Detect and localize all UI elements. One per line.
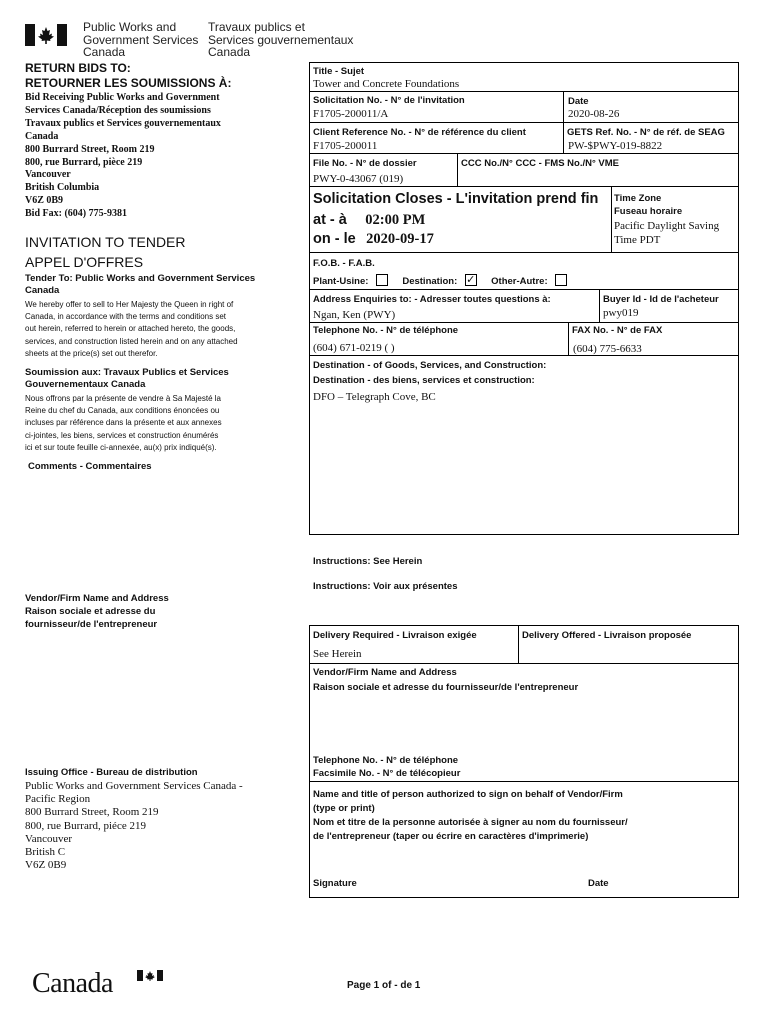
on-label: on - le bbox=[313, 231, 356, 247]
text-line: Public Works and Government Services Canada - bbox=[25, 780, 243, 792]
offer-text-fr bbox=[25, 393, 222, 454]
dept-en-line: Public Works and bbox=[83, 20, 177, 34]
dept-en-line: Canada bbox=[83, 45, 126, 59]
closing-time-value: 02:00 PM bbox=[365, 212, 426, 228]
closing-date bbox=[313, 230, 434, 248]
vendor-label-line: Raison sociale et adresse du bbox=[25, 606, 156, 617]
canada-wordmark bbox=[32, 968, 113, 1000]
department-name-fr bbox=[208, 21, 353, 59]
return-bids-heading bbox=[25, 61, 231, 91]
text-line: Nous offrons par la présente de vendre à Sa Majesté la bbox=[25, 394, 221, 403]
fax-value: (604) 775-6633 bbox=[573, 343, 642, 355]
tender-to-label bbox=[25, 273, 255, 297]
text-line: incluses par référence dans la présente et aux annexes bbox=[25, 418, 222, 428]
text-line: British C bbox=[25, 846, 66, 859]
dept-fr-line: Services gouvernementaux bbox=[208, 32, 354, 47]
soumission-line: Soumission aux: Travaux Publics et Services bbox=[25, 367, 229, 378]
soumission-line: Gouvernementaux Canada bbox=[25, 379, 146, 390]
file-no-label: File No. - N° de dossier bbox=[313, 158, 417, 169]
text-line: Canada bbox=[25, 130, 59, 142]
time-zone-value-line: Time PDT bbox=[614, 234, 661, 246]
plant-usine-label: Plant-Usine: bbox=[313, 276, 369, 287]
vendor-firm-label-fr: Raison sociale et adresse du fournisseur/de l'entrepreneur bbox=[313, 682, 579, 693]
destination-goods-label-en: Destination - of Goods, Services, and Construction: bbox=[313, 360, 547, 371]
text-line: 800 Burrard Street, Room 219 bbox=[25, 143, 155, 155]
invitation-heading bbox=[25, 232, 186, 272]
text-line: 800, rue Burrard, pièce 219 bbox=[25, 156, 143, 168]
telephone-label: Telephone No. - N° de téléphone bbox=[313, 325, 459, 336]
buyer-id-value: pwy019 bbox=[603, 307, 639, 319]
dept-en-line: Government Services bbox=[83, 32, 199, 47]
text-line: British Columbia bbox=[25, 182, 100, 194]
return-bids-address bbox=[25, 92, 221, 221]
solicitation-no-label: Solicitation No. - N° de l'invitation bbox=[313, 95, 465, 106]
invitation-title-fr: APPEL D'OFFRES bbox=[25, 254, 144, 270]
address-enquiries-label: Address Enquiries to: - Adresser toutes questions à: bbox=[313, 294, 551, 305]
canada-wordmark-text: Canada bbox=[32, 968, 113, 999]
destination-goods-value: DFO – Telegraph Cove, BC bbox=[313, 391, 436, 403]
solicitation-closes-label: Solicitation Closes - L'invitation prend fin bbox=[313, 191, 599, 207]
text-line: ici et sur toute feuille ci-annexée, au(x) prix indiqué(s). bbox=[25, 442, 217, 452]
offer-text-en bbox=[25, 299, 238, 360]
signature-date-label: Date bbox=[588, 878, 609, 889]
text-line: 800, rue Burrard, piéce 219 bbox=[25, 819, 146, 832]
vendor-firm-field[interactable] bbox=[313, 696, 733, 751]
vendor-telephone-label: Telephone No. - N° de téléphone bbox=[313, 755, 459, 766]
tender-to-line: Tender To: Public Works and Government Services bbox=[25, 273, 256, 284]
return-bids-title-en: RETURN BIDS TO: bbox=[25, 61, 131, 75]
client-reference-label: Client Reference No. - N° de référence du client bbox=[313, 127, 526, 138]
text-line: services, and construction listed herein and on any attached bbox=[25, 336, 238, 346]
gets-ref-value: PW-$PWY-019-8822 bbox=[568, 140, 663, 152]
title-value: Tower and Concrete Foundations bbox=[313, 78, 460, 90]
date-label: Date bbox=[568, 96, 589, 107]
at-label: at - à bbox=[313, 212, 347, 228]
time-zone-value bbox=[614, 219, 719, 247]
text-line: Vancouver bbox=[25, 832, 73, 845]
vendor-label-line: Vendor/Firm Name and Address bbox=[25, 593, 169, 604]
vendor-firm-label-left bbox=[25, 592, 169, 631]
authorized-label-line: Name and title of person authorized to sign on behalf of Vendor/Firm bbox=[313, 789, 623, 800]
text-line: 800 Burrard Street, Room 219 bbox=[25, 806, 159, 819]
closing-time bbox=[313, 211, 425, 229]
destination-goods-label-fr: Destination - des biens, services et construction: bbox=[313, 375, 535, 386]
title-label: Title - Sujet bbox=[313, 66, 365, 77]
file-no-value: PWY-0-43067 (019) bbox=[313, 173, 404, 185]
telephone-value: (604) 671-0219 ( ) bbox=[313, 342, 395, 354]
plant-usine-checkbox[interactable] bbox=[376, 274, 388, 286]
text-line: sheets at the price(s) set out therefor. bbox=[25, 348, 158, 358]
return-bids-title-fr: RETOURNER LES SOUMISSIONS À: bbox=[25, 76, 232, 90]
destination-label: Destination: bbox=[402, 276, 458, 287]
issuing-office-address bbox=[25, 780, 243, 872]
text-line: Services Canada/Réception des soumissions bbox=[25, 104, 211, 116]
authorized-label-line: de l'entrepreneur (taper ou écrire en caractères d'imprimerie) bbox=[313, 831, 589, 842]
comments-label: Comments - Commentaires bbox=[28, 461, 152, 472]
ccc-no-label: CCC No./N° CCC - FMS No./N° VME bbox=[461, 158, 620, 169]
text-line: Bid Fax: (604) 775-9381 bbox=[25, 208, 127, 220]
date-value: 2020-08-26 bbox=[568, 108, 620, 120]
fob-label: F.O.B. - F.A.B. bbox=[313, 258, 375, 269]
gets-ref-label: GETS Ref. No. - N° de réf. de SEAG bbox=[567, 127, 725, 138]
destination-checkbox[interactable] bbox=[465, 274, 477, 286]
text-line: Vancouver bbox=[25, 169, 71, 181]
instructions-fr: Instructions: Voir aux présentes bbox=[313, 581, 458, 592]
delivery-required-value: See Herein bbox=[313, 648, 362, 660]
text-line: V6Z 0B9 bbox=[25, 195, 64, 207]
text-line: Pacific Region bbox=[25, 793, 91, 806]
authorized-label-line: Nom et titre de la personne autorisée à signer au nom du fournisseur/ bbox=[313, 817, 628, 828]
text-line: Bid Receiving Public Works and Government bbox=[25, 92, 220, 103]
authorized-person-label bbox=[313, 788, 628, 844]
delivery-offered-label: Delivery Offered - Livraison proposée bbox=[522, 630, 692, 641]
text-line: V6Z 0B9 bbox=[25, 859, 67, 872]
canada-flag-icon bbox=[25, 24, 67, 51]
dept-fr-line: Canada bbox=[208, 45, 251, 59]
dept-fr-line: Travaux publics et bbox=[208, 20, 305, 34]
authorized-label-line: (type or print) bbox=[313, 803, 375, 814]
issuing-office-label: Issuing Office - Bureau de distribution bbox=[25, 767, 198, 778]
client-reference-value: F1705-200011 bbox=[313, 140, 378, 152]
wordmark-flag-icon bbox=[137, 968, 163, 986]
time-zone-label-fr: Fuseau horaire bbox=[614, 206, 683, 217]
delivery-required-label: Delivery Required - Livraison exigée bbox=[313, 630, 477, 641]
authorized-person-field[interactable] bbox=[313, 846, 733, 874]
time-zone-label bbox=[614, 192, 682, 218]
text-line: Canada, in accordance with the terms and conditions set bbox=[25, 312, 227, 322]
fob-options bbox=[313, 271, 567, 289]
other-autre-label: Other-Autre: bbox=[491, 276, 548, 287]
page-number: Page 1 of - de 1 bbox=[347, 980, 421, 991]
text-line: We hereby offer to sell to Her Majesty the Queen in right of bbox=[25, 300, 234, 309]
checkmark-icon: ✓ bbox=[466, 273, 476, 286]
signature-label: Signature bbox=[313, 878, 357, 889]
time-zone-label-en: Time Zone bbox=[614, 193, 662, 204]
buyer-id-label: Buyer Id - Id de l'acheteur bbox=[603, 294, 719, 305]
invitation-title-en: INVITATION TO TENDER bbox=[25, 234, 186, 250]
other-autre-checkbox[interactable] bbox=[555, 274, 567, 286]
department-name-en bbox=[83, 21, 198, 59]
text-line: Reine du chef du Canada, aux conditions énoncées ou bbox=[25, 406, 220, 416]
vendor-facsimile-label: Facsimile No. - N° de télécopieur bbox=[313, 768, 461, 779]
instructions-en: Instructions: See Herein bbox=[313, 556, 423, 567]
address-enquiries-value: Ngan, Ken (PWY) bbox=[313, 309, 396, 321]
text-line: ci-jointes, les biens, services et construction énumérés bbox=[25, 430, 219, 440]
text-line: out herein, referred to herein or attached hereto, the goods, bbox=[25, 324, 236, 334]
solicitation-no-value: F1705-200011/A bbox=[313, 108, 389, 120]
time-zone-value-line: Pacific Daylight Saving bbox=[614, 220, 720, 232]
text-line: Travaux publics et Services gouvernementaux bbox=[25, 117, 221, 129]
vendor-firm-label: Vendor/Firm Name and Address bbox=[313, 667, 457, 678]
tender-to-line: Canada bbox=[25, 285, 60, 296]
closing-date-value: 2020-09-17 bbox=[366, 231, 434, 247]
fax-label: FAX No. - N° de FAX bbox=[572, 325, 663, 336]
soumission-label bbox=[25, 367, 229, 391]
vendor-label-line: fournisseur/de l'entrepreneur bbox=[25, 619, 158, 630]
